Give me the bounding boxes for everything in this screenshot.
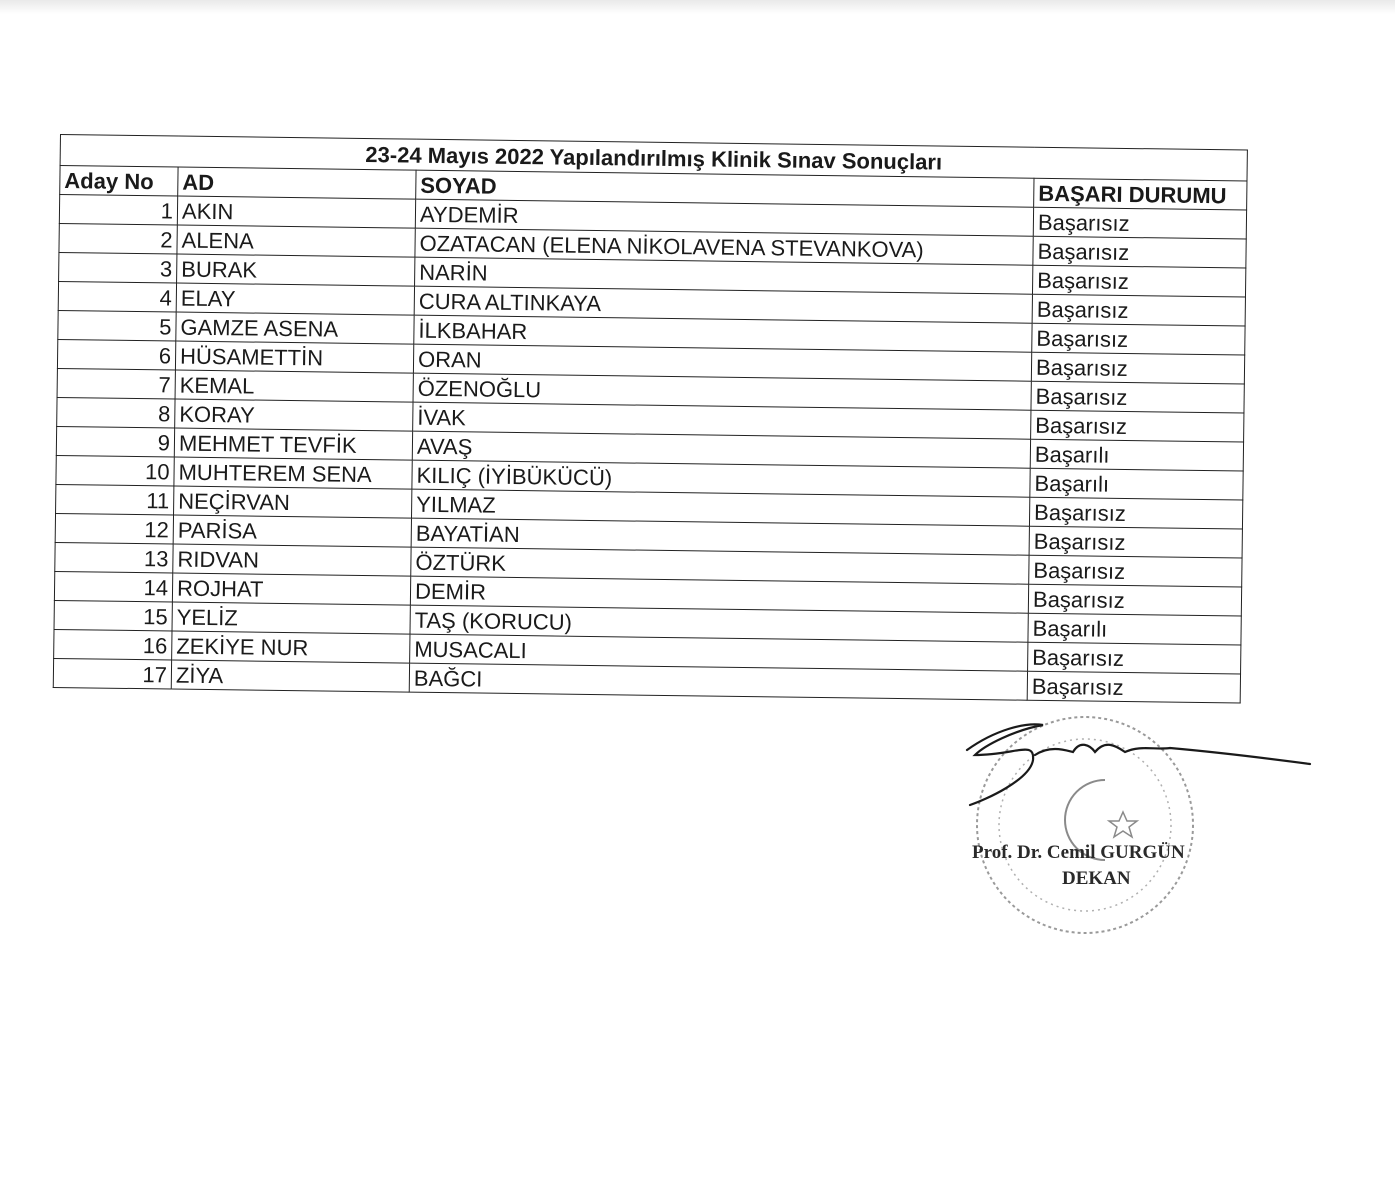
cell-aday-no: 3 (59, 252, 177, 283)
cell-ad: MEHMET TEVFİK (174, 428, 412, 460)
header-soyad: SOYAD (416, 170, 1034, 207)
signature-scribble (955, 700, 1335, 820)
cell-soyad: KILIÇ (İYİBÜKÜCÜ) (412, 460, 1030, 497)
cell-aday-no: 14 (54, 571, 172, 602)
cell-ad: KORAY (175, 399, 413, 431)
signer-name: Prof. Dr. Cemil GURGÜN (972, 842, 1185, 863)
cell-soyad: YILMAZ (412, 489, 1030, 526)
cell-soyad: MUSACALI (410, 634, 1028, 671)
cell-ad: ZEKİYE NUR (172, 631, 410, 663)
cell-aday-no: 2 (59, 223, 177, 254)
cell-ad: YELİZ (172, 602, 410, 634)
cell-basari-durumu: Başarısız (1028, 584, 1241, 616)
cell-aday-no: 11 (56, 484, 174, 515)
cell-soyad: ÖZTÜRK (411, 547, 1029, 584)
cell-basari-durumu: Başarısız (1032, 323, 1245, 355)
cell-ad: HÜSAMETTİN (175, 341, 413, 373)
cell-basari-durumu: Başarılı (1030, 439, 1243, 471)
cell-soyad: DEMİR (410, 576, 1028, 613)
cell-soyad: ORAN (413, 344, 1031, 381)
cell-ad: ROJHAT (172, 573, 410, 605)
cell-ad: ZİYA (171, 660, 409, 692)
cell-soyad: İLKBAHAR (414, 315, 1032, 352)
cell-aday-no: 17 (53, 658, 171, 689)
cell-basari-durumu: Başarısız (1032, 294, 1245, 326)
cell-soyad: BAĞCI (409, 663, 1027, 700)
cell-aday-no: 6 (57, 339, 175, 370)
cell-ad: NEÇİRVAN (174, 486, 412, 518)
cell-soyad: AYDEMİR (415, 199, 1033, 236)
cell-ad: ELAY (176, 283, 414, 315)
cell-aday-no: 5 (58, 310, 176, 341)
cell-soyad: BAYATİAN (411, 518, 1029, 555)
header-basari-durumu: BAŞARI DURUMU (1034, 178, 1247, 210)
cell-basari-durumu: Başarısız (1033, 207, 1246, 239)
cell-aday-no: 15 (54, 600, 172, 631)
cell-soyad: CURA ALTINKAYA (414, 286, 1032, 323)
cell-ad: BURAK (177, 254, 415, 286)
cell-basari-durumu: Başarısız (1028, 642, 1241, 674)
header-ad: AD (178, 167, 416, 199)
cell-soyad: OZATACAN (ELENA NİKOLAVENA STEVANKOVA) (415, 228, 1033, 265)
signature-block (955, 700, 1335, 960)
cell-ad: KEMAL (175, 370, 413, 402)
cell-soyad: NARİN (415, 257, 1033, 294)
cell-ad: ALENA (177, 225, 415, 257)
cell-aday-no: 9 (56, 426, 174, 457)
cell-basari-durumu: Başarısız (1029, 555, 1242, 587)
cell-aday-no: 13 (55, 542, 173, 573)
cell-basari-durumu: Başarısız (1031, 381, 1244, 413)
cell-aday-no: 10 (56, 455, 174, 486)
cell-aday-no: 16 (54, 629, 172, 660)
cell-ad: MUHTEREM SENA (174, 457, 412, 489)
signer (972, 840, 1232, 892)
cell-basari-durumu: Başarısız (1033, 236, 1246, 268)
cell-basari-durumu: Başarısız (1029, 526, 1242, 558)
cell-aday-no: 4 (58, 281, 176, 312)
cell-basari-durumu: Başarısız (1027, 671, 1240, 703)
cell-soyad: ÖZENOĞLU (413, 373, 1031, 410)
cell-basari-durumu: Başarısız (1031, 352, 1244, 384)
cell-basari-durumu: Başarısız (1032, 265, 1245, 297)
signer-title: DEKAN (1062, 868, 1131, 889)
cell-basari-durumu: Başarılı (1028, 613, 1241, 645)
cell-soyad: AVAŞ (412, 431, 1030, 468)
cell-ad: AKIN (177, 196, 415, 228)
cell-aday-no: 12 (55, 513, 173, 544)
cell-basari-durumu: Başarısız (1031, 410, 1244, 442)
cell-aday-no: 7 (57, 368, 175, 399)
cell-ad: GAMZE ASENA (176, 312, 414, 344)
cell-basari-durumu: Başarısız (1029, 497, 1242, 529)
header-aday-no: Aday No (60, 166, 178, 197)
cell-aday-no: 8 (57, 397, 175, 428)
cell-basari-durumu: Başarılı (1030, 468, 1243, 500)
cell-aday-no: 1 (59, 195, 177, 226)
cell-soyad: TAŞ (KORUCU) (410, 605, 1028, 642)
scan-edge-shadow (0, 0, 1395, 14)
cell-soyad: İVAK (413, 402, 1031, 439)
cell-ad: PARİSA (173, 515, 411, 547)
table-title: 23-24 Mayıs 2022 Yapılandırılmış Klinik Sınav Sonuçları (60, 135, 1247, 182)
cell-ad: RIDVAN (173, 544, 411, 576)
results-table-wrapper (53, 134, 1247, 703)
results-table (53, 134, 1248, 704)
